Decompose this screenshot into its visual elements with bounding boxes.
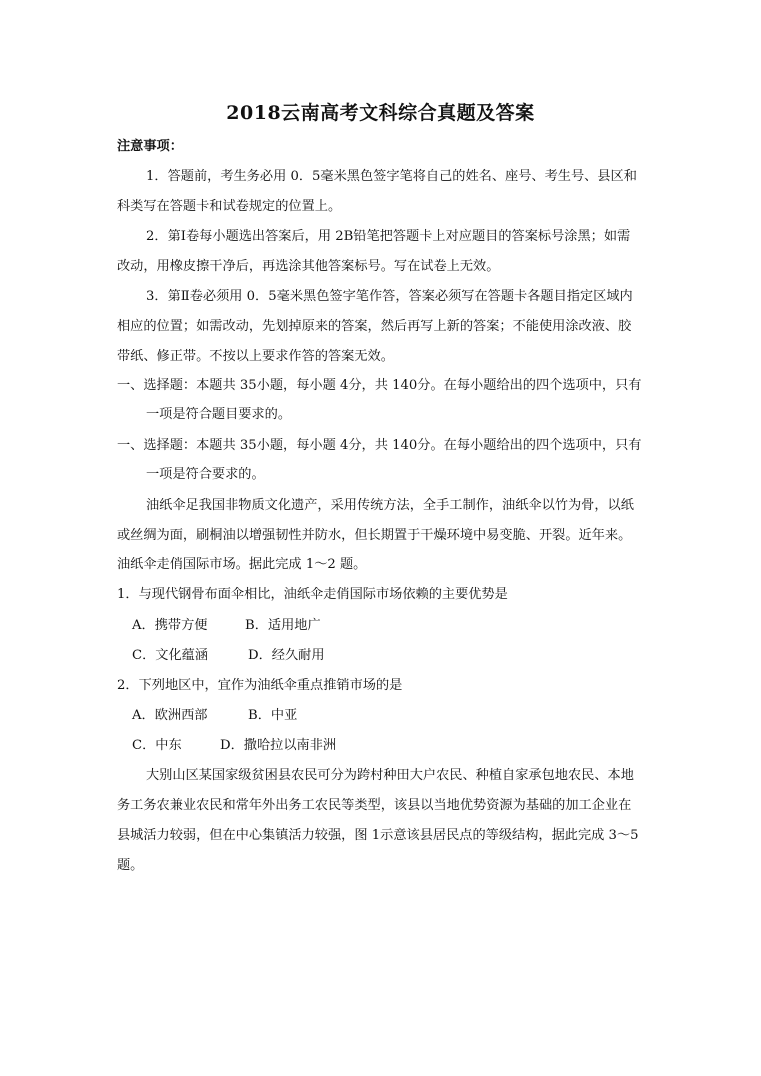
q1-option-a: A．携带方便	[132, 618, 208, 633]
notice-line-2: 科类写在答题卡和试卷规定的位置上。	[117, 199, 342, 214]
q1-stem: 1．与现代钢骨布面伞相比，油纸伞走俏国际市场依赖的主要优势是	[117, 587, 508, 602]
q2-option-c: C．中东	[132, 738, 182, 753]
passage2-line-3: 县城活力较弱，但在中心集镇活力较强，图 1示意该县居民点的等级结构，据此完成 3～5	[117, 828, 639, 843]
passage1-line-2: 或丝绸为面，刷桐油以增强韧性并防水，但长期置于干燥环境中易变脆、开裂。近年来。	[117, 528, 632, 543]
q1-option-d: D．经久耐用	[248, 648, 325, 663]
notice-line-7: 带纸、修正带。不按以上要求作答的答案无效。	[117, 349, 394, 364]
passage2-line-2: 务工务农兼业农民和常年外出务工农民等类型，该县以当地优势资源为基础的加工企业在	[117, 798, 632, 813]
notice-line-5: 3．第Ⅱ卷必须用 0．5毫米黑色签字笔作答，答案必须写在答题卡各题目指定区域内	[146, 289, 633, 304]
section1-line-1: 一、选择题：本题共 35小题，每小题 4分，共 140分。在每小题给出的四个选项中，只有	[117, 378, 642, 393]
q1-option-c: C．文化蕴涵	[132, 648, 209, 663]
section2-line-1: 一、选择题：本题共 35小题，每小题 4分，共 140分。在每小题给出的四个选项中，只有	[117, 438, 642, 453]
q2-option-b: B．中亚	[248, 708, 298, 723]
page-title: 2018云南高考文科综合真题及答案	[226, 102, 535, 124]
q2-stem: 2．下列地区中，宜作为油纸伞重点推销市场的是	[117, 678, 403, 693]
notice-heading: 注意事项：	[117, 139, 183, 154]
passage2-line-4: 题。	[117, 858, 144, 873]
passage2-line-1: 大别山区某国家级贫困县农民可分为跨村种田大户农民、种植自家承包地农民、本地	[146, 768, 634, 783]
notice-line-4: 改动，用橡皮擦干净后，再选涂其他答案标号。写在试卷上无效。	[117, 259, 500, 274]
q1-option-b: B．适用地广	[245, 618, 321, 633]
section2-line-2: 一项是符合要求的。	[146, 467, 265, 482]
notice-line-3: 2．第Ⅰ卷每小题选出答案后，用 2B铅笔把答题卡上对应题目的答案标号涂黑；如需	[146, 229, 631, 244]
notice-line-1: 1．答题前，考生务必用 0．5毫米黑色签字笔将自己的姓名、座号、考生号、县区和	[146, 169, 637, 184]
passage1-line-1: 油纸伞足我国非物质文化遗产，采用传统方法，全手工制作，油纸伞以竹为骨，以纸	[146, 498, 634, 513]
section1-line-2: 一项是符合题目要求的。	[146, 407, 292, 422]
q2-option-a: A．欧洲西部	[132, 708, 208, 723]
passage1-line-3: 油纸伞走俏国际市场。据此完成 1～2 题。	[117, 557, 367, 572]
notice-line-6: 相应的位置；如需改动，先划掉原来的答案，然后再写上新的答案；不能使用涂改液、胶	[117, 319, 632, 334]
q2-option-d: D．撒哈拉以南非洲	[220, 738, 337, 753]
